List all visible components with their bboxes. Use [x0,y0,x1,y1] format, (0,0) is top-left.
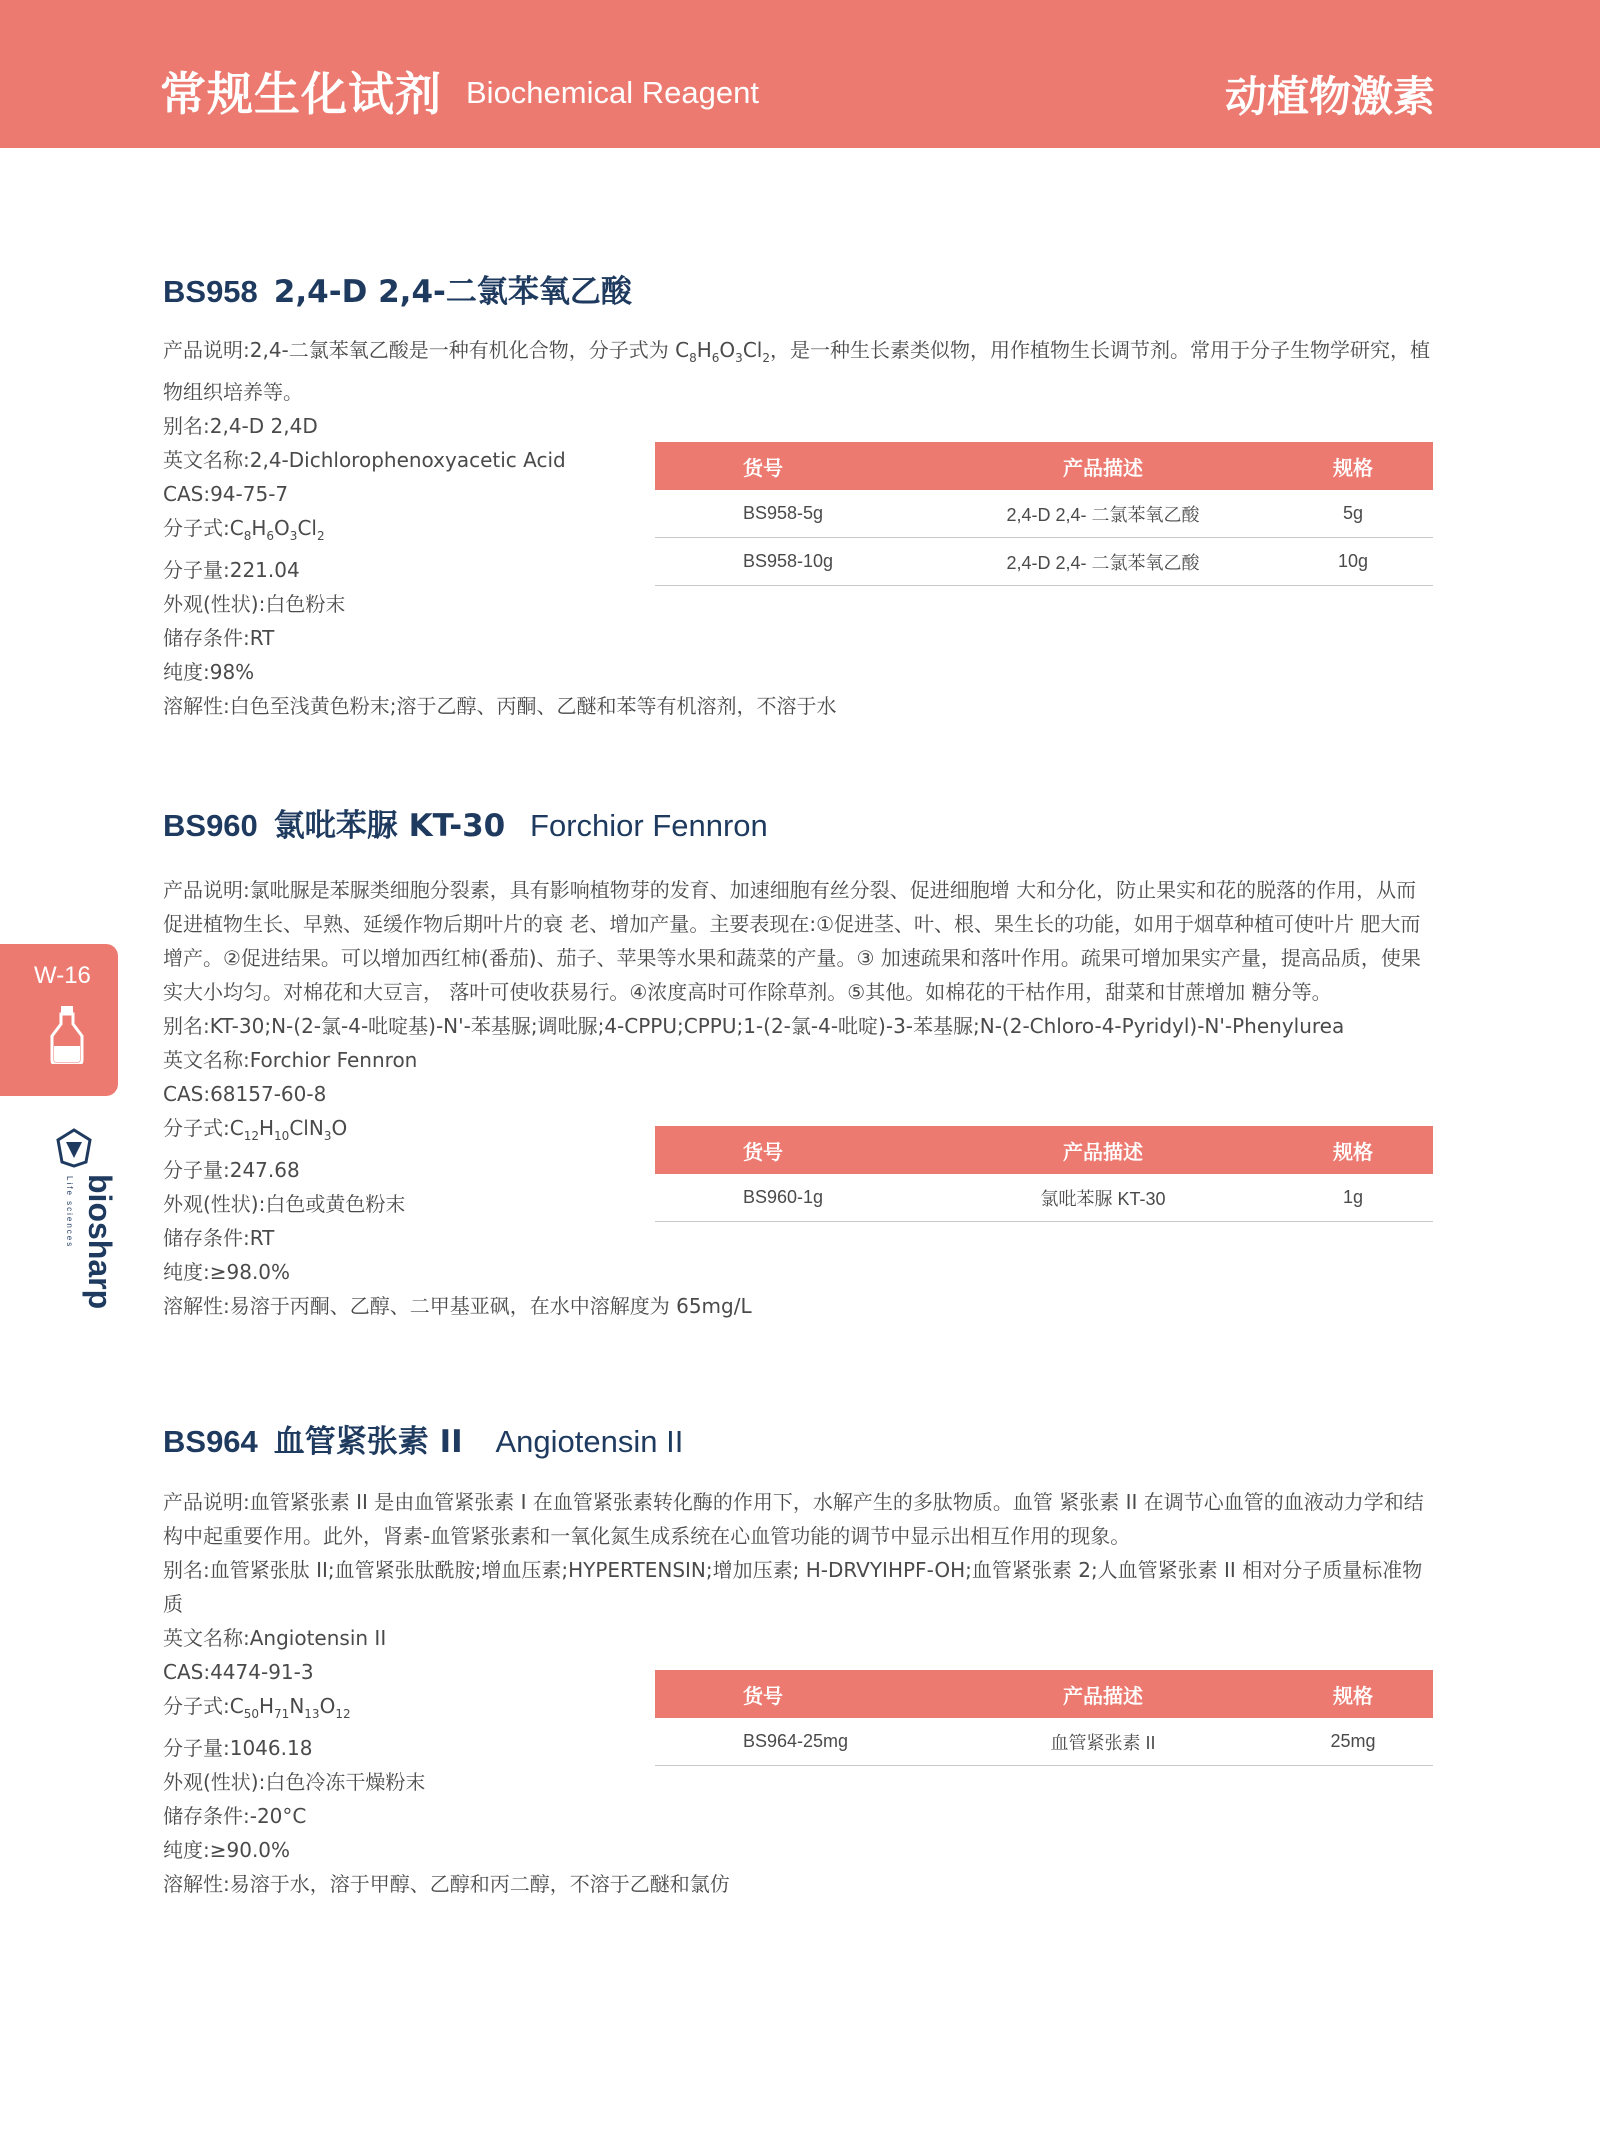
table-header-row [655,1670,1433,1718]
page-side-tab [0,944,118,1096]
spec-table-bs958 [655,442,1433,586]
header-code: 货号 [655,1126,933,1174]
product-title [163,1416,1433,1461]
product-formula: 分子式$:C_{12}H_{10}ClN_3O$ [163,1116,348,1143]
product-description: 产品说明:血管紧张素 II 是由血管紧张素 I 在血管紧张素转化酶的作用下，水解产生的多肽物质。血管 紧张素 II 在调节心血管的血液动力学和结构中起重要作用。此外，肾素-血管紧张素和一氧化氮生成系统在心血管功能的调节中显示出相互作用的现象。 [163,1490,1424,1548]
row-size: 5g [1273,490,1433,538]
header-description: 产品描述 [933,442,1273,490]
product-purity: 纯度:98% [163,660,255,684]
header-category: 动植物激素 [1224,72,1435,121]
row-description: 2,4-D 2,4- 二氯苯氧乙酸 [933,490,1273,538]
row-description: 2,4-D 2,4- 二氯苯氧乙酸 [933,538,1273,586]
product-formula: 分子式$:C_8H_6O_3Cl_2$ [163,516,325,543]
product-description: 产品说明:2,4-二氯苯氧乙酸是一种有机化合物，分子式为 $C_8H_6O_3Cl_2$，是一种生长素类似物，用作植物生长调节剂。常用于分子生物学研究，植物组织培养等。 [163,338,1430,404]
header-description: 产品描述 [933,1126,1273,1174]
header-description: 产品描述 [933,1670,1273,1718]
table-row [655,1718,1433,1766]
brand-logo [48,1128,118,1310]
product-name-en: Angiotensin II [495,1424,684,1459]
product-description: 产品说明:氯吡脲是苯脲类细胞分裂素，具有影响植物芽的发育、加速细胞有丝分裂、促进细胞增 大和分化，防止果实和花的脱落的作用，从而促进植物生长、早熟、延缓作物后期叶片的衰 老、增加产量。主要表现在:①促进茎、叶、根、果生长的功能，如用于烟草种植可使叶片 肥大而增产。②促进结果。可以增加西红柿(番茄)、茄子、苹果等水果和蔬菜的产量。③ 加速疏果和落叶作用。疏果可增加果实产量，提高品质，使果实大小均匀。对棉花和大豆言， 落叶可使收获易行。④浓度高时可作除草剂。⑤其他。如棉花的干枯作用，甜菜和甘蔗增加 糖分等。 [163,878,1421,1004]
product-storage: 储存条件:RT [163,1226,275,1250]
product-storage: 储存条件:RT [163,626,275,650]
page-header [0,0,1600,148]
table-header-row [655,1126,1433,1174]
product-section-bs960 [163,800,1433,1323]
row-code: BS964-25mg [655,1718,933,1766]
row-description: 血管紧张素 II [933,1718,1273,1766]
header-title-en: Biochemical Reagent [466,75,759,110]
product-molecular-weight: 分子量:247.68 [163,1158,300,1182]
product-title [163,266,1433,311]
spec-table-bs960 [655,1126,1433,1222]
product-title [163,800,1433,845]
product-code: BS964 [163,1424,258,1459]
product-storage: 储存条件:-20°C [163,1804,307,1828]
product-formula: 分子式$:C_{50}H_{71}N_{13}O_{12}$ [163,1694,351,1721]
header-size: 规格 [1273,442,1433,490]
row-code: BS958-10g [655,538,933,586]
row-size: 25mg [1273,1718,1433,1766]
logo-mark-icon [56,1128,92,1168]
product-english-name: 英文名称:Angiotensin II [163,1626,387,1650]
product-alias: 别名:2,4-D 2,4D [163,414,318,438]
product-appearance: 外观(性状):白色或黄色粉末 [163,1192,406,1216]
product-solubility: 溶解性:易溶于丙酮、乙醇、二甲基亚砜，在水中溶解度为 65mg/L [163,1294,752,1318]
product-solubility: 溶解性:白色至浅黄色粉末;溶于乙醇、丙酮、乙醚和苯等有机溶剂，不溶于水 [163,694,837,718]
table-row [655,1174,1433,1222]
product-alias: 别名:血管紧张肽 II;血管紧张肽酰胺;增血压素;HYPERTENSIN;增加压素; H-DRVYIHPF-OH;血管紧张素 2;人血管紧张素 II 相对分子质量标准物质 [163,1558,1423,1616]
table-row [655,538,1433,586]
product-appearance: 外观(性状):白色粉末 [163,592,346,616]
header-code: 货号 [655,442,933,490]
header-size: 规格 [1273,1126,1433,1174]
product-purity: 纯度:≥98.0% [163,1260,291,1284]
row-size: 1g [1273,1174,1433,1222]
row-code: BS960-1g [655,1174,933,1222]
product-name-cn: 2,4-D 2,4-二氯苯氧乙酸 [273,274,632,310]
product-name-cn: 血管紧张素 II [273,1424,463,1460]
product-section-bs964 [163,1416,1433,1901]
logo-subtext: Life sciences [65,1176,74,1249]
product-molecular-weight: 分子量:221.04 [163,558,300,582]
product-cas: CAS:4474-91-3 [163,1660,314,1684]
product-english-name: 英文名称:2,4-Dichlorophenoxyacetic Acid [163,448,566,472]
product-code: BS960 [163,808,258,843]
header-title-cn: 常规生化试剂 [160,67,442,121]
product-cas: CAS:94-75-7 [163,482,289,506]
product-molecular-weight: 分子量:1046.18 [163,1736,313,1760]
row-description: 氯吡苯脲 KT-30 [933,1174,1273,1222]
product-code: BS958 [163,274,258,309]
bottle-icon [50,1006,84,1064]
logo-text: biosharp [82,1174,118,1310]
product-name-cn: 氯吡苯脲 KT-30 [273,808,506,844]
product-name-en: Forchior Fennron [530,808,768,843]
page-code: W-16 [34,962,91,989]
product-appearance: 外观(性状):白色冷冻干燥粉末 [163,1770,426,1794]
row-code: BS958-5g [655,490,933,538]
product-alias: 别名:KT-30;N-(2-氯-4-吡啶基)-N'-苯基脲;调吡脲;4-CPPU;CPPU;1-(2-氯-4-吡啶)-3-苯基脲;N-(2-Chloro-4-Pyridyl)-N'-Phenylurea [163,1014,1345,1038]
product-cas: CAS:68157-60-8 [163,1082,327,1106]
table-header-row [655,442,1433,490]
product-english-name: 英文名称:Forchior Fennron [163,1048,418,1072]
table-row [655,490,1433,538]
product-solubility: 溶解性:易溶于水，溶于甲醇、乙醇和丙二醇，不溶于乙醚和氯仿 [163,1872,730,1896]
product-purity: 纯度:≥90.0% [163,1838,291,1862]
row-size: 10g [1273,538,1433,586]
header-size: 规格 [1273,1670,1433,1718]
spec-table-bs964 [655,1670,1433,1766]
header-code: 货号 [655,1670,933,1718]
